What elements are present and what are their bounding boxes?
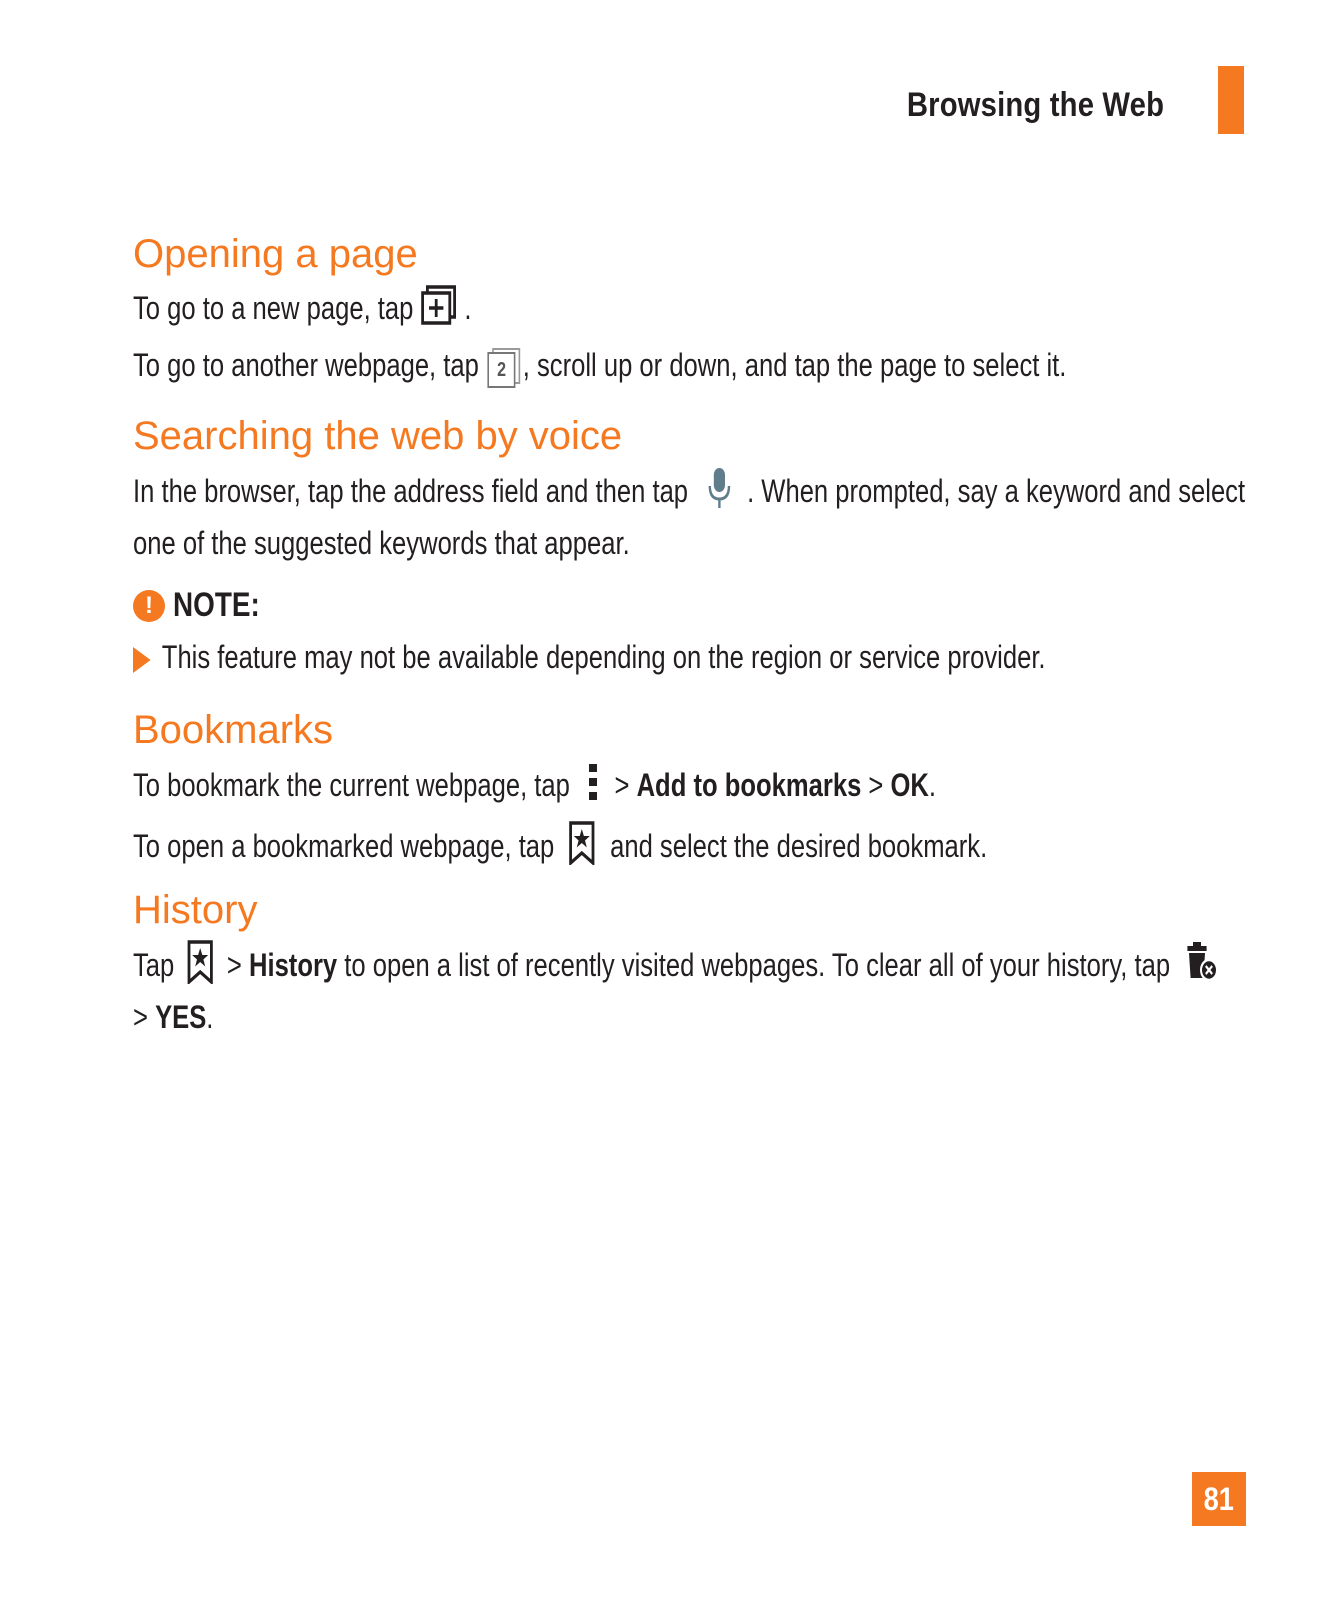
tabs-count-icon: [486, 347, 523, 389]
bullet-triangle-icon: [133, 647, 151, 673]
header-accent-bar: [1218, 66, 1244, 134]
menu-item-add-to-bookmarks: Add to bookmarks: [636, 766, 862, 803]
section-bookmarks: [133, 706, 1334, 876]
paragraph: [133, 995, 1334, 1039]
warning-icon: !: [133, 590, 165, 622]
text: .: [928, 766, 936, 803]
text: >: [226, 946, 242, 983]
text: >: [614, 766, 630, 803]
text: To go to a new page, tap: [133, 289, 414, 326]
text: .: [206, 999, 214, 1035]
yes-label: YES: [155, 999, 207, 1035]
note-header: [133, 586, 1334, 625]
microphone-icon: [703, 466, 735, 521]
tab-count-label: 2: [497, 358, 507, 381]
paragraph: [133, 284, 1334, 337]
section-voice-search: [133, 412, 1334, 565]
menu-item-history: History: [248, 946, 338, 983]
section-title: Opening a page: [133, 232, 418, 276]
section-title: Bookmarks: [133, 708, 334, 752]
text: >: [868, 766, 884, 803]
note-label: NOTE:: [173, 586, 260, 624]
text: . When prompted, say a keyword and select: [747, 472, 1246, 509]
bookmark-star-icon: [568, 821, 597, 876]
header-title: Browsing the Web: [906, 86, 1164, 124]
note-block: [133, 586, 1334, 679]
paragraph: [133, 821, 1334, 876]
section-history: [133, 886, 1334, 1039]
paragraph: [133, 760, 1334, 815]
text: To open a bookmarked webpage, tap: [133, 827, 555, 864]
paragraph: [133, 940, 1334, 995]
text: , scroll up or down, and tap the page to select it.: [522, 347, 1067, 383]
paragraph: [133, 466, 1334, 521]
section-opening-page: [133, 230, 1334, 389]
text: .: [464, 289, 472, 326]
text: >: [133, 999, 148, 1035]
ok-label: OK: [890, 766, 929, 803]
text: To bookmark the current webpage, tap: [133, 766, 570, 803]
new-tab-icon: [421, 284, 458, 337]
section-title: History: [133, 888, 258, 932]
menu-dots-icon: [585, 760, 601, 815]
text: one of the suggested keywords that appear.: [133, 525, 630, 561]
section-title: Searching the web by voice: [133, 414, 623, 458]
note-item: [133, 635, 1334, 679]
text: To go to another webpage, tap: [133, 347, 479, 383]
text: and select the desired bookmark.: [610, 827, 988, 864]
text: In the browser, tap the address field and then tap: [133, 472, 689, 509]
text: This feature may not be available depending on the region or service provider.: [161, 639, 1046, 675]
text: Tap: [133, 946, 175, 983]
bookmark-star-icon: [186, 940, 215, 995]
page-number: [1192, 1472, 1246, 1526]
text: to open a list of recently visited webpages. To clear all of your history, tap: [344, 946, 1171, 983]
page-number-label: 81: [1203, 1481, 1235, 1517]
trash-clear-icon: [1184, 940, 1221, 995]
paragraph: [133, 521, 1334, 565]
paragraph: [133, 343, 1334, 389]
